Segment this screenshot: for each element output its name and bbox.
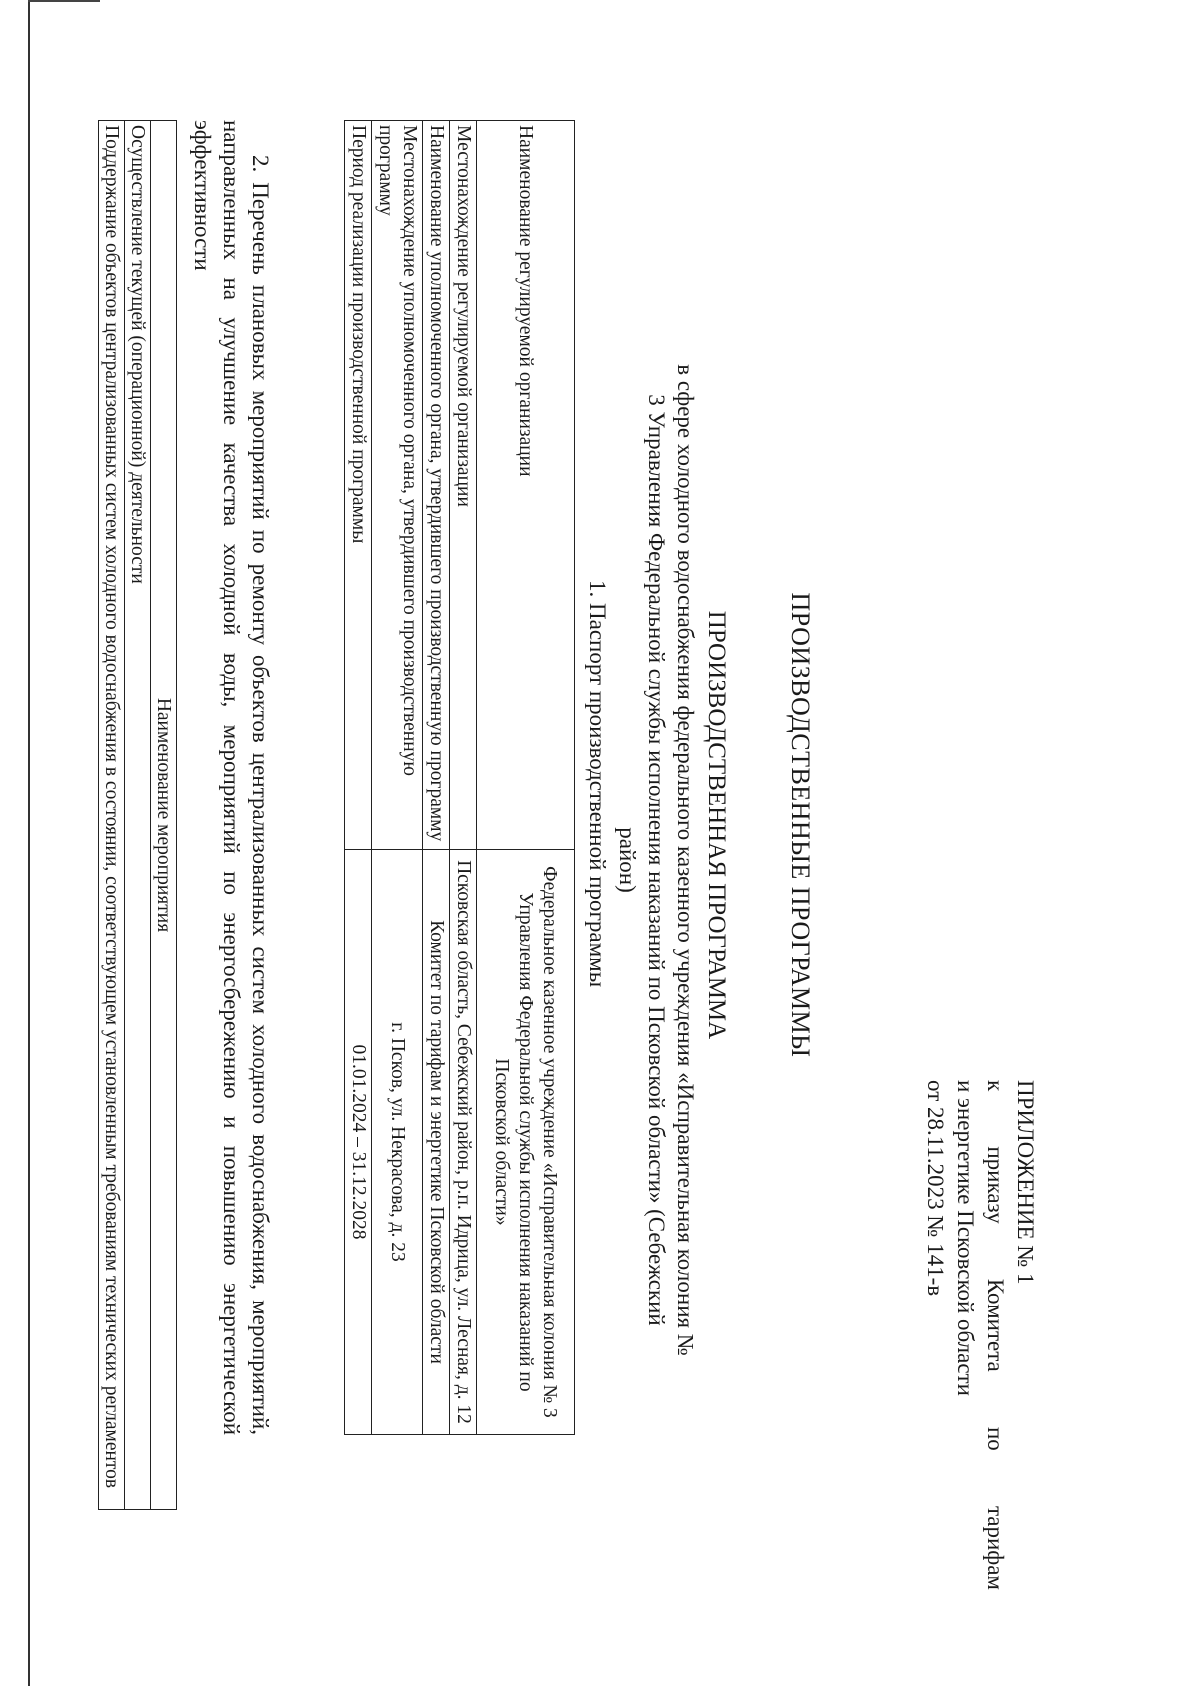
appendix-word: тарифам — [983, 1505, 1008, 1590]
passport-label: Местонахождение регулируемой организации — [450, 121, 477, 850]
passport-value: Федеральное казенное учреждение «Исправительная колония № 3 Управления Федеральной службы исполнения наказаний по Псковской области» — [477, 850, 575, 1435]
appendix-word: Комитета — [983, 1278, 1008, 1372]
main-title: ПРОИЗВОДСТВЕННЫЕ ПРОГРАММЫ — [786, 592, 815, 1058]
passport-label: Наименование регулируемой организации — [477, 121, 575, 850]
appendix-word: к — [983, 1080, 1008, 1092]
measures-section-text: 2. Перечень плановых мероприятий по ремонту объектов централизованных систем холодного водоснабжения, мероприятий, направленных на улучшение качества холодной воды, мероприятий по энергосбережению и повышению энергетической эффективности — [190, 120, 273, 1435]
document-page — [50, 40, 1115, 1610]
measures-header: Наименование мероприятия — [151, 121, 177, 1510]
appendix-word: приказу — [983, 1146, 1008, 1224]
appendix-block — [920, 1080, 1040, 1590]
table-row — [99, 121, 125, 1510]
measures-table — [98, 120, 177, 1510]
passport-label: Период реализации производственной программы — [345, 121, 372, 850]
appendix-title: ПРИЛОЖЕНИЕ № 1 — [1013, 1080, 1038, 1285]
appendix-line-date: от 28.11.2023 № 141-в — [923, 1080, 948, 1297]
passport-section-title: 1. Паспорт производственной программы — [585, 580, 610, 988]
appendix-word: по — [983, 1426, 1008, 1451]
program-subtitle: в сфере холодного водоснабжения федерального казенного учреждения «Исправительная колония № 3 Управления Федеральной службы исполнения наказаний по Псковской области» (Себежский район) — [615, 364, 698, 1356]
passport-label: Местонахождение уполномоченного органа, утвердившего производственную программу — [372, 121, 423, 850]
passport-table — [344, 120, 575, 1435]
appendix-line-committee: и энергетике Псковской области — [953, 1080, 978, 1396]
measures-item: Поддержание объектов централизованных систем холодного водоснабжения в состоянии, соответствующем установленным требованиям технических регламентов — [99, 121, 125, 1510]
passport-value: Комитет по тарифам и энергетике Псковской области — [423, 850, 450, 1435]
table-row — [372, 121, 423, 1435]
passport-label: Наименование уполномоченного органа, утвердившего производственную программу — [423, 121, 450, 850]
passport-value: 01.01.2024 – 31.12.2028 — [345, 850, 372, 1435]
passport-value: Псковская область, Себежский район, р.п. Идрица, ул. Лесная, д. 12 — [450, 850, 477, 1435]
table-row — [450, 121, 477, 1435]
program-title: ПРОИЗВОДСТВЕННАЯ ПРОГРАММА — [703, 610, 730, 1040]
table-row — [345, 121, 372, 1435]
table-header-row — [151, 121, 177, 1510]
scan-border-top — [28, 0, 100, 2]
appendix-line-order — [980, 1080, 1010, 1590]
table-row — [477, 121, 575, 1435]
measures-item: Осуществление текущей (операционной) деятельности — [125, 121, 151, 1510]
scan-border-left — [28, 0, 30, 1686]
table-row — [423, 121, 450, 1435]
passport-value: г. Псков, ул. Некрасова, д. 23 — [372, 850, 423, 1435]
table-row — [125, 121, 151, 1510]
